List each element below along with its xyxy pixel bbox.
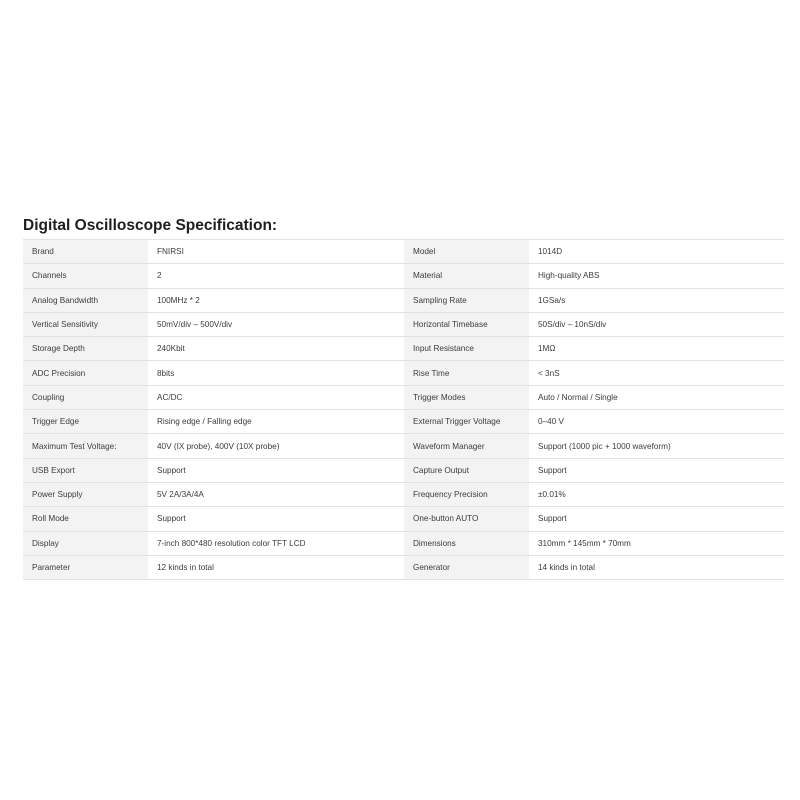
spec-value: 0–40 V <box>529 410 784 434</box>
spec-label: USB Export <box>23 458 148 482</box>
spec-label: Brand <box>23 240 148 264</box>
table-row <box>23 531 784 555</box>
spec-label: Material <box>404 264 529 288</box>
spec-value: ±0.01% <box>529 482 784 506</box>
spec-label: Maximum Test Voltage: <box>23 434 148 458</box>
spec-value: 12 kinds in total <box>148 555 404 579</box>
table-row <box>23 288 784 312</box>
spec-value: 50S/div – 10nS/div <box>529 312 784 336</box>
table-row <box>23 555 784 579</box>
spec-label: Power Supply <box>23 482 148 506</box>
spec-value: 1014D <box>529 240 784 264</box>
spec-value: 40V (IX probe), 400V (10X probe) <box>148 434 404 458</box>
spec-value: < 3nS <box>529 361 784 385</box>
spec-value: Support <box>529 507 784 531</box>
spec-label: Frequency Precision <box>404 482 529 506</box>
spec-value: Support <box>148 458 404 482</box>
table-row <box>23 458 784 482</box>
table-row <box>23 240 784 264</box>
spec-label: Dimensions <box>404 531 529 555</box>
spec-label: External Trigger Voltage <box>404 410 529 434</box>
table-row <box>23 482 784 506</box>
spec-label: Coupling <box>23 385 148 409</box>
spec-label: Trigger Edge <box>23 410 148 434</box>
spec-label: Vertical Sensitivity <box>23 312 148 336</box>
spec-label: Roll Mode <box>23 507 148 531</box>
spec-value: FNIRSI <box>148 240 404 264</box>
table-row <box>23 385 784 409</box>
spec-label: ADC Precision <box>23 361 148 385</box>
spec-value: 50mV/div – 500V/div <box>148 312 404 336</box>
spec-label: Generator <box>404 555 529 579</box>
spec-label: Storage Depth <box>23 337 148 361</box>
table-row <box>23 507 784 531</box>
spec-value: 240Kbit <box>148 337 404 361</box>
spec-label: Horizontal Timebase <box>404 312 529 336</box>
spec-value: 5V 2A/3A/4A <box>148 482 404 506</box>
spec-value: Support (1000 pic + 1000 waveform) <box>529 434 784 458</box>
spec-label: Capture Output <box>404 458 529 482</box>
spec-value: 100MHz * 2 <box>148 288 404 312</box>
spec-table-body <box>23 240 784 580</box>
table-row <box>23 361 784 385</box>
spec-value: 2 <box>148 264 404 288</box>
spec-value: 7-inch 800*480 resolution color TFT LCD <box>148 531 404 555</box>
spec-value: Rising edge / Falling edge <box>148 410 404 434</box>
table-row <box>23 337 784 361</box>
spec-label: Parameter <box>23 555 148 579</box>
spec-value: 8bits <box>148 361 404 385</box>
spec-table <box>23 239 784 580</box>
spec-label: Sampling Rate <box>404 288 529 312</box>
spec-value: 14 kinds in total <box>529 555 784 579</box>
spec-value: Auto / Normal / Single <box>529 385 784 409</box>
spec-label: Waveform Manager <box>404 434 529 458</box>
spec-value: Support <box>529 458 784 482</box>
spec-label: Channels <box>23 264 148 288</box>
table-row <box>23 410 784 434</box>
spec-value: High-quality ABS <box>529 264 784 288</box>
spec-title: Digital Oscilloscope Specification: <box>23 217 278 234</box>
spec-label: Display <box>23 531 148 555</box>
spec-label: Model <box>404 240 529 264</box>
spec-value: AC/DC <box>148 385 404 409</box>
spec-section <box>23 216 784 580</box>
spec-label: Analog Bandwidth <box>23 288 148 312</box>
table-row <box>23 312 784 336</box>
spec-label: One-button AUTO <box>404 507 529 531</box>
spec-value: 1GSa/s <box>529 288 784 312</box>
table-row <box>23 434 784 458</box>
spec-label: Input Resistance <box>404 337 529 361</box>
table-row <box>23 264 784 288</box>
spec-value: 1MΩ <box>529 337 784 361</box>
spec-label: Rise Time <box>404 361 529 385</box>
spec-label: Trigger Modes <box>404 385 529 409</box>
spec-value: 310mm * 145mm * 70mm <box>529 531 784 555</box>
spec-value: Support <box>148 507 404 531</box>
